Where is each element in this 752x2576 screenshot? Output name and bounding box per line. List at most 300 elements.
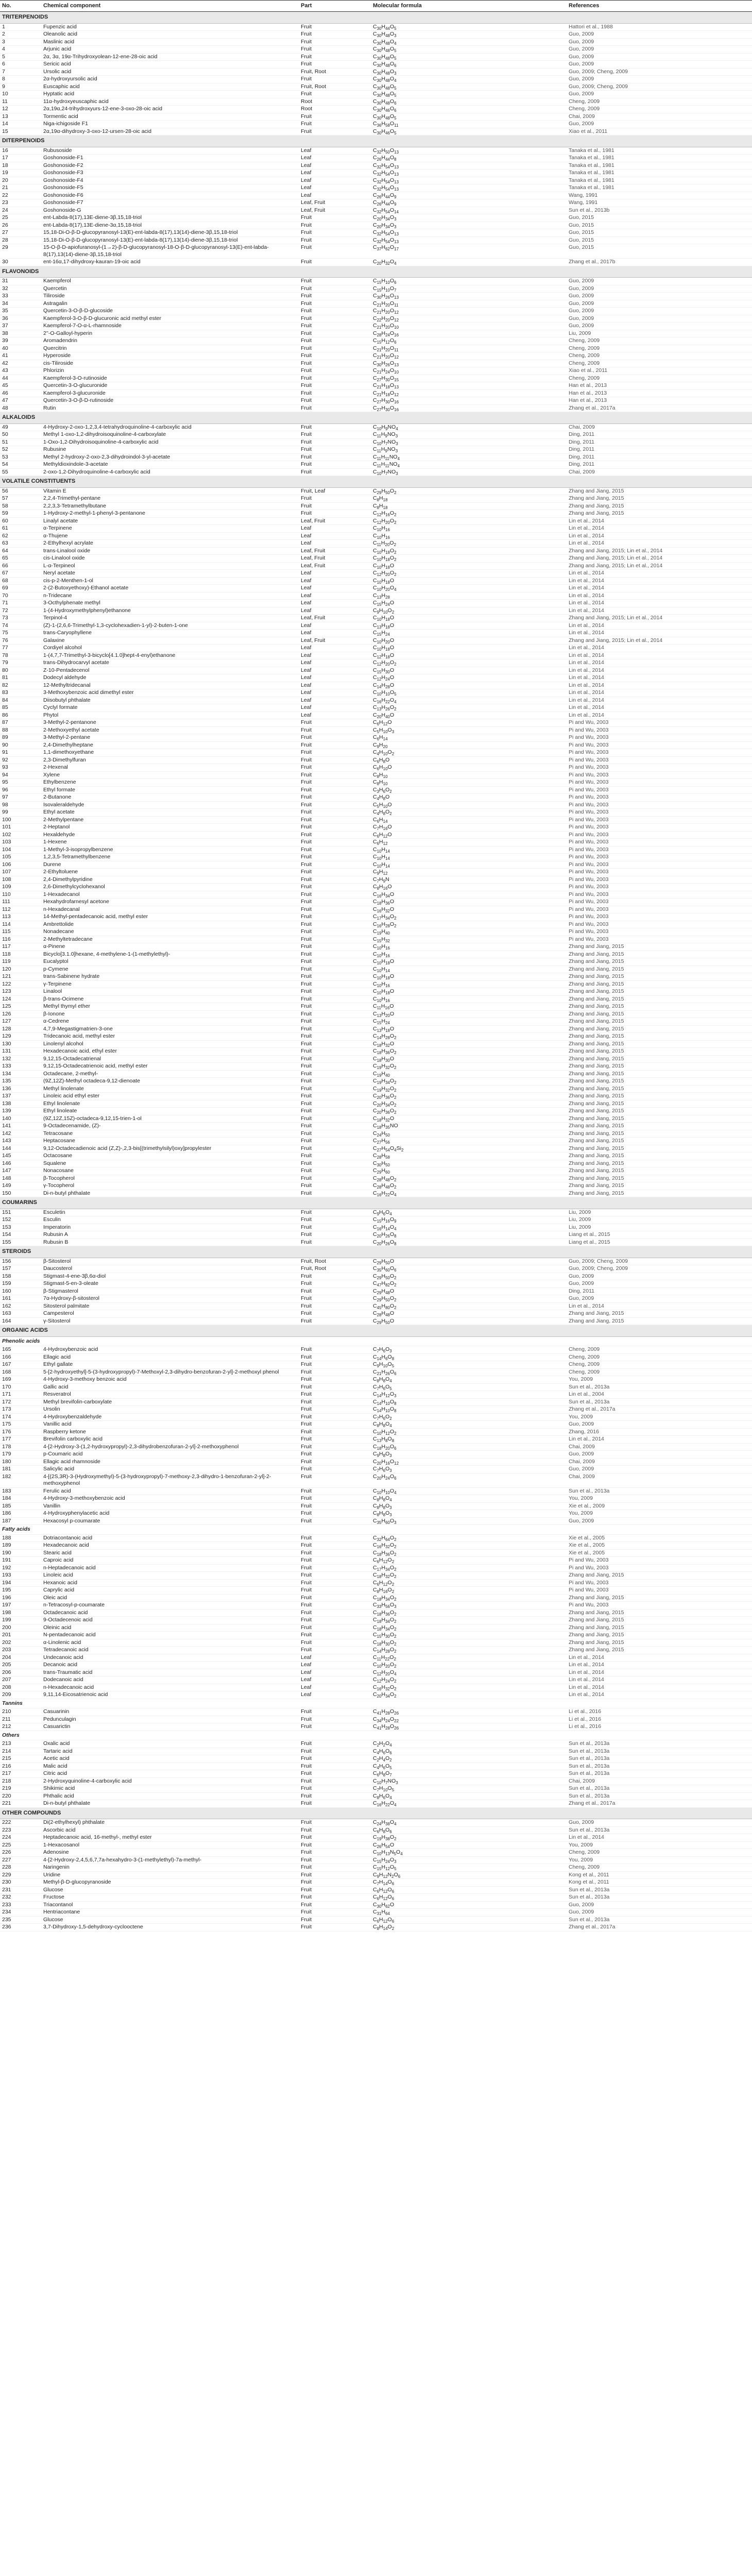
cell-chemical-component: Ethyl linoleate — [41, 1108, 299, 1115]
table-row — [0, 1383, 752, 1391]
cell-chemical-component: Glucose — [41, 1886, 299, 1894]
cell-molecular-formula: C7H6O3 — [371, 1346, 567, 1354]
cell-molecular-formula: $C_8H_{18}$ — [371, 495, 567, 503]
cell-chemical-component: (Z)-1-(2,6,6-Trimethyl-1,3-cyclohexadien-1-yl)-2-buten-1-one — [41, 622, 299, 630]
cell-molecular-formula: C12H20O4 — [371, 1669, 567, 1676]
cell-part: Fruit — [299, 958, 371, 966]
cell-no: 103 — [0, 839, 41, 846]
cell-chemical-component: cis-p-2-Menthen-1-ol — [41, 577, 299, 585]
cell-no: 71 — [0, 600, 41, 607]
cell-reference: Lin et al., 2014 — [567, 577, 752, 585]
section-title: COUMARINS — [0, 1197, 752, 1209]
cell-molecular-formula: C28H48O2 — [371, 1182, 567, 1190]
cell-reference: Sun et al., 2013a — [567, 1398, 752, 1406]
table-row — [0, 315, 752, 323]
cell-part: Fruit — [299, 965, 371, 973]
cell-chemical-component: Tetradecanoic acid — [41, 1647, 299, 1654]
table-row — [0, 453, 752, 461]
cell-reference: Lin et al., 2014 — [567, 1302, 752, 1310]
cell-molecular-formula: $C_{13}H_{18}O$ — [371, 622, 567, 630]
cell-chemical-component: 2-Butanone — [41, 794, 299, 802]
cell-reference: Ding, 2011 — [567, 1287, 752, 1295]
cell-molecular-formula: C8H14O2 — [371, 1924, 567, 1931]
cell-molecular-formula: C27H56 — [371, 1138, 567, 1145]
cell-no: 7 — [0, 68, 41, 76]
table-row — [0, 155, 752, 162]
cell-chemical-component: p-Coumaric acid — [41, 1451, 299, 1459]
cell-molecular-formula: $C_6H_{12}O$ — [371, 719, 567, 727]
subsection-title: Tannins — [0, 1699, 752, 1708]
cell-chemical-component: Goshonoside-F1 — [41, 155, 299, 162]
table-row — [0, 1654, 752, 1662]
cell-reference: Lin et al., 2004 — [567, 1391, 752, 1399]
cell-reference: Guo, 2009 — [567, 76, 752, 83]
cell-no: 73 — [0, 615, 41, 622]
cell-chemical-component: Goshonoside-F4 — [41, 177, 299, 184]
cell-molecular-formula: C13H8O8 — [371, 1436, 567, 1444]
cell-reference: Tanaka et al., 1981 — [567, 147, 752, 155]
cell-chemical-component: Tartaric acid — [41, 1748, 299, 1755]
cell-no: 67 — [0, 570, 41, 578]
cell-no: 106 — [0, 861, 41, 869]
cell-molecular-formula: C15H12O5 — [371, 1864, 567, 1872]
cell-chemical-component: Ethylbenzene — [41, 779, 299, 787]
cell-chemical-component: Rubusoside — [41, 147, 299, 155]
cell-chemical-component: β-Stigmasterol — [41, 1287, 299, 1295]
cell-chemical-component: 1-Hexene — [41, 839, 299, 846]
cell-chemical-component: 1-Oxo-1,2-Dihydroisoquinoline-4-carboxylic acid — [41, 438, 299, 446]
cell-molecular-formula: $C_8H_{10}$ — [371, 779, 567, 787]
cell-part: Fruit, Root — [299, 68, 371, 76]
table-row — [0, 1093, 752, 1100]
cell-molecular-formula: $C_{10}H_{16}$ — [371, 532, 567, 540]
cell-no: 147 — [0, 1167, 41, 1175]
cell-reference: Zhang and Jiang, 2015 — [567, 1182, 752, 1190]
cell-molecular-formula: C20H26O8 — [371, 1231, 567, 1239]
cell-molecular-formula: C10H14 — [371, 861, 567, 869]
cell-molecular-formula: C29H50O — [371, 1258, 567, 1265]
cell-chemical-component: Stigmast-5-en-3-oleate — [41, 1280, 299, 1288]
cell-part: Fruit — [299, 244, 371, 259]
cell-molecular-formula: $C_{20}H_{32}O_4$ — [371, 259, 567, 266]
cell-no: 108 — [0, 876, 41, 884]
cell-no: 109 — [0, 884, 41, 891]
table-row — [0, 1609, 752, 1617]
cell-reference: Sun et al., 2013a — [567, 1826, 752, 1834]
table-row — [0, 1579, 752, 1587]
cell-molecular-formula: C14H28O2 — [371, 1033, 567, 1041]
cell-chemical-component: 2-Methyltetradecane — [41, 936, 299, 943]
cell-chemical-component: Caprylic acid — [41, 1587, 299, 1595]
cell-reference: Zhang and Jiang, 2015 — [567, 995, 752, 1003]
cell-no: 204 — [0, 1654, 41, 1662]
cell-chemical-component: 2-oxo-1,2-Dihydroquinoline-4-carboxylic acid — [41, 468, 299, 476]
cell-part: Leaf — [299, 600, 371, 607]
cell-chemical-component: Xylene — [41, 771, 299, 779]
cell-molecular-formula: $C_{15}H_{24}$ — [371, 630, 567, 637]
cell-reference: Chai, 2009 — [567, 423, 752, 431]
cell-molecular-formula: C18H34O2 — [371, 1594, 567, 1602]
cell-part: Leaf — [299, 630, 371, 637]
cell-part: Fruit — [299, 510, 371, 518]
cell-reference: Pi and Wu, 2003 — [567, 786, 752, 794]
cell-reference: Pi and Wu, 2003 — [567, 839, 752, 846]
cell-reference: Zhang and Jiang, 2015 — [567, 1048, 752, 1056]
table-row — [0, 1819, 752, 1827]
cell-no: 113 — [0, 913, 41, 921]
cell-chemical-component: 9,12-Octadecadienoic acid (Z,Z)-,2,3-bis[(trimethylsilyl)oxy]propylester — [41, 1145, 299, 1153]
cell-reference: Ding, 2011 — [567, 446, 752, 454]
cell-chemical-component: Ethyl gallate — [41, 1361, 299, 1369]
cell-chemical-component: Hexanoic acid — [41, 1579, 299, 1587]
cell-part: Fruit — [299, 1443, 371, 1451]
table-row — [0, 1639, 752, 1647]
cell-reference: Sun et al., 2013a — [567, 1748, 752, 1755]
cell-reference: Zhang et al., 2017a — [567, 1406, 752, 1414]
cell-part: Fruit — [299, 816, 371, 824]
cell-part: Fruit — [299, 1406, 371, 1414]
cell-part: Fruit — [299, 345, 371, 352]
table-row — [0, 1190, 752, 1197]
cell-reference: Pi and Wu, 2003 — [567, 921, 752, 928]
cell-part: Fruit — [299, 719, 371, 727]
cell-part: Fruit — [299, 1792, 371, 1800]
cell-molecular-formula: C6H12O — [371, 831, 567, 839]
cell-molecular-formula: C28H48O — [371, 1310, 567, 1318]
cell-reference: Chai, 2009 — [567, 1473, 752, 1487]
cell-chemical-component: α-Pinene — [41, 943, 299, 951]
cell-reference: Li et al., 2016 — [567, 1723, 752, 1731]
cell-molecular-formula: C16H32O2 — [371, 1542, 567, 1550]
cell-no: 4 — [0, 46, 41, 54]
cell-molecular-formula: $C_{30}H_{44}O_5$ — [371, 23, 567, 31]
cell-reference: Guo, 2009 — [567, 1280, 752, 1288]
table-row — [0, 697, 752, 704]
cell-chemical-component: Tridecanoic acid, methyl ester — [41, 1033, 299, 1041]
cell-part: Leaf — [299, 622, 371, 630]
cell-part: Fruit — [299, 876, 371, 884]
cell-reference: Zhang and Jiang, 2015; Lin et al., 2014 — [567, 562, 752, 570]
cell-no: 101 — [0, 824, 41, 832]
cell-no: 28 — [0, 236, 41, 244]
cell-chemical-component: Methyl 1-oxo-1,2-dihydroisoquinoline-4-carboxylate — [41, 431, 299, 439]
cell-chemical-component: Shikimic acid — [41, 1785, 299, 1793]
cell-no: 121 — [0, 973, 41, 981]
cell-reference: Ding, 2011 — [567, 438, 752, 446]
cell-reference: Guo, 2009 — [567, 1819, 752, 1827]
cell-reference: You, 2009 — [567, 1495, 752, 1503]
cell-no: 80 — [0, 667, 41, 674]
cell-chemical-component: Kaempferol-3-glucuronide — [41, 389, 299, 397]
cell-part: Fruit — [299, 404, 371, 412]
cell-molecular-formula: C13H20O — [371, 1010, 567, 1018]
cell-part: Fruit — [299, 1762, 371, 1770]
cell-molecular-formula: C19H40 — [371, 1070, 567, 1078]
cell-chemical-component: 4-Hydroxybenzoic acid — [41, 1346, 299, 1354]
cell-part: Fruit — [299, 831, 371, 839]
cell-reference: Pi and Wu, 2003 — [567, 734, 752, 742]
cell-no: 12 — [0, 106, 41, 113]
cell-reference: Pi and Wu, 2003 — [567, 741, 752, 749]
cell-chemical-component: α-Terpinene — [41, 525, 299, 533]
table-row — [0, 928, 752, 936]
cell-part: Fruit — [299, 786, 371, 794]
cell-reference: Pi and Wu, 2003 — [567, 794, 752, 802]
cell-chemical-component: Hentriacontane — [41, 1909, 299, 1917]
cell-chemical-component: Goshonoside-F6 — [41, 192, 299, 199]
cell-molecular-formula: $C_{11}H_9NO_3$ — [371, 431, 567, 439]
cell-molecular-formula: C14H10O8 — [371, 1406, 567, 1414]
cell-part: Fruit — [299, 1517, 371, 1525]
cell-molecular-formula: $C_{10}H_9NO_4$ — [371, 423, 567, 431]
cell-reference: Cheng, 2009 — [567, 106, 752, 113]
cell-part: Leaf, Fruit — [299, 207, 371, 214]
table-row — [0, 1624, 752, 1632]
cell-part: Fruit — [299, 1130, 371, 1138]
cell-reference: Ding, 2011 — [567, 461, 752, 469]
table-row — [0, 1572, 752, 1580]
cell-part: Leaf — [299, 577, 371, 585]
cell-molecular-formula: C15H24 — [371, 1018, 567, 1026]
cell-chemical-component: 12-Methyltridecanal — [41, 682, 299, 689]
cell-part: Leaf — [299, 682, 371, 689]
cell-chemical-component: 2-Methylpentane — [41, 816, 299, 824]
cell-no: 15 — [0, 128, 41, 135]
cell-molecular-formula: $C_{10}H_{18}O$ — [371, 615, 567, 622]
cell-chemical-component: β-Ionone — [41, 1010, 299, 1018]
cell-no: 32 — [0, 285, 41, 293]
cell-part: Fruit — [299, 53, 371, 61]
table-row — [0, 831, 752, 839]
cell-chemical-component: Di-n-butyl phthalate — [41, 1190, 299, 1197]
cell-reference: Pi and Wu, 2003 — [567, 936, 752, 943]
cell-no: 17 — [0, 155, 41, 162]
cell-no: 20 — [0, 177, 41, 184]
cell-chemical-component: 9-Octadecenamide, (Z)- — [41, 1123, 299, 1130]
table-row — [0, 1302, 752, 1310]
cell-part: Leaf — [299, 184, 371, 192]
cell-part: Leaf — [299, 607, 371, 615]
cell-chemical-component: γ-Terpinene — [41, 980, 299, 988]
table-row — [0, 495, 752, 503]
cell-no: 161 — [0, 1295, 41, 1303]
cell-no: 62 — [0, 532, 41, 540]
cell-molecular-formula: C6H12O2 — [371, 1557, 567, 1565]
cell-part: Fruit — [299, 1871, 371, 1879]
cell-part: Fruit — [299, 229, 371, 237]
cell-part: Fruit — [299, 1740, 371, 1748]
cell-reference: Zhang and Jiang, 2015 — [567, 1160, 752, 1167]
cell-part: Fruit — [299, 214, 371, 222]
cell-reference: Pi and Wu, 2003 — [567, 899, 752, 906]
cell-no: 84 — [0, 697, 41, 704]
cell-no: 167 — [0, 1361, 41, 1369]
cell-no: 158 — [0, 1273, 41, 1280]
cell-chemical-component: γ-Sitosterol — [41, 1317, 299, 1325]
cell-no: 29 — [0, 244, 41, 259]
cell-molecular-formula: $C_{21}H_{20}O_{11}$ — [371, 345, 567, 352]
table-row — [0, 1428, 752, 1436]
table-row — [0, 876, 752, 884]
cell-reference: Pi and Wu, 2003 — [567, 831, 752, 839]
cell-chemical-component: 2-(2-Butoxyethoxy)-Ethanol acetate — [41, 585, 299, 592]
cell-part: Fruit — [299, 1834, 371, 1842]
cell-reference: Zhang et al., 2017a — [567, 1800, 752, 1808]
table-row — [0, 1557, 752, 1565]
cell-chemical-component: trans-Sabinene hydrate — [41, 973, 299, 981]
cell-part: Fruit — [299, 1864, 371, 1872]
cell-part: Fruit — [299, 1346, 371, 1354]
cell-part: Fruit — [299, 468, 371, 476]
cell-molecular-formula: $C_{12}H_{16}O_2$ — [371, 510, 567, 518]
cell-chemical-component: 4-Hydroxy-3-methoxy benzoic acid — [41, 1376, 299, 1384]
cell-reference: Kong et al., 2011 — [567, 1871, 752, 1879]
cell-reference: Sun et al., 2013a — [567, 1886, 752, 1894]
cell-no: 98 — [0, 801, 41, 809]
cell-chemical-component: 2''-O-Galloyl-hyperin — [41, 330, 299, 337]
cell-no: 190 — [0, 1549, 41, 1557]
cell-part: Fruit — [299, 1033, 371, 1041]
cell-part: Fruit — [299, 23, 371, 31]
cell-no: 57 — [0, 495, 41, 503]
cell-no: 44 — [0, 375, 41, 382]
cell-chemical-component: Tetracosane — [41, 1130, 299, 1138]
cell-no: 138 — [0, 1100, 41, 1108]
cell-chemical-component: 9,12,15-Octadecatrienoic acid, methyl ester — [41, 1063, 299, 1071]
cell-part: Fruit — [299, 906, 371, 913]
cell-part: Fruit — [299, 128, 371, 135]
cell-reference: Pi and Wu, 2003 — [567, 1587, 752, 1595]
table-row — [0, 600, 752, 607]
cell-part: Fruit — [299, 764, 371, 772]
cell-reference: Chai, 2009 — [567, 1443, 752, 1451]
cell-reference: Cheng, 2009 — [567, 1849, 752, 1857]
cell-no: 60 — [0, 517, 41, 525]
table-row — [0, 816, 752, 824]
cell-part: Fruit — [299, 1587, 371, 1595]
cell-molecular-formula: $C_{15}H_{10}O_6$ — [371, 278, 567, 285]
cell-part: Fruit — [299, 1138, 371, 1145]
cell-reference: Tanaka et al., 1981 — [567, 170, 752, 177]
cell-no: 36 — [0, 315, 41, 323]
cell-chemical-component: Heptacosane — [41, 1138, 299, 1145]
cell-part: Fruit — [299, 1708, 371, 1716]
cell-chemical-component: Cyclyl formate — [41, 704, 299, 712]
cell-no: 124 — [0, 995, 41, 1003]
cell-no: 168 — [0, 1368, 41, 1376]
cell-no: 179 — [0, 1451, 41, 1459]
cell-molecular-formula: C20H24O6 — [371, 1473, 567, 1487]
cell-reference: Zhang and Jiang, 2015 — [567, 1078, 752, 1086]
cell-molecular-formula: C18H32O — [371, 1115, 567, 1123]
cell-reference: Ding, 2011 — [567, 453, 752, 461]
cell-molecular-formula: $C_{21}H_{18}O_{12}$ — [371, 389, 567, 397]
cell-reference: Lin et al., 2014 — [567, 1669, 752, 1676]
cell-chemical-component: 1-(4,7,7-Trimethyl-3-bicyclo[4.1.0]hept-4-enyl)ethanone — [41, 652, 299, 659]
table-row — [0, 764, 752, 772]
cell-chemical-component: (9Z,12Z)-Methyl octadeca-9,12-dienoate — [41, 1078, 299, 1086]
subsection-title: Phenolic acids — [0, 1336, 752, 1346]
cell-molecular-formula: $C_{30}H_{48}O_3$ — [371, 31, 567, 39]
cell-reference: Pi and Wu, 2003 — [567, 876, 752, 884]
table-row — [0, 1003, 752, 1011]
cell-reference: Han et al., 2013 — [567, 382, 752, 390]
cell-reference: Cheng, 2009 — [567, 1864, 752, 1872]
cell-reference: Pi and Wu, 2003 — [567, 928, 752, 936]
cell-chemical-component: β-trans-Ocimene — [41, 995, 299, 1003]
table-row — [0, 1085, 752, 1093]
cell-no: 165 — [0, 1346, 41, 1354]
cell-part: Fruit — [299, 1770, 371, 1778]
cell-molecular-formula: C18H20O6 — [371, 1443, 567, 1451]
cell-molecular-formula: C10H18O — [371, 973, 567, 981]
table-row — [0, 1676, 752, 1684]
cell-molecular-formula: $C_6H_{14}$ — [371, 734, 567, 742]
cell-no: 152 — [0, 1216, 41, 1224]
table-row — [0, 704, 752, 712]
table-row — [0, 31, 752, 39]
cell-no: 48 — [0, 404, 41, 412]
cell-chemical-component: 4,7,9-Megastigmatrien-3-one — [41, 1025, 299, 1033]
table-row — [0, 23, 752, 31]
cell-molecular-formula: C45H80O2 — [371, 1302, 567, 1310]
cell-molecular-formula: C16H32O2 — [371, 1684, 567, 1691]
table-row — [0, 779, 752, 787]
cell-no: 154 — [0, 1231, 41, 1239]
cell-molecular-formula: C16H28O2 — [371, 921, 567, 928]
cell-chemical-component: Nonacosane — [41, 1167, 299, 1175]
table-row — [0, 726, 752, 734]
cell-molecular-formula: C29H48O — [371, 1287, 567, 1295]
table-row — [0, 622, 752, 630]
cell-no: 102 — [0, 831, 41, 839]
cell-chemical-component: Ferulic acid — [41, 1487, 299, 1495]
cell-molecular-formula: $C_{30}H_{48}O_5$ — [371, 113, 567, 121]
cell-chemical-component: Ellagic acid — [41, 1353, 299, 1361]
cell-chemical-component: Tiliroside — [41, 293, 299, 300]
table-row — [0, 734, 752, 742]
cell-chemical-component: Di(2-ethylhexyl) phthalate — [41, 1819, 299, 1827]
cell-no: 212 — [0, 1723, 41, 1731]
cell-chemical-component: Linalool — [41, 988, 299, 996]
cell-molecular-formula: C6H14 — [371, 816, 567, 824]
cell-part: Fruit — [299, 453, 371, 461]
cell-reference: Zhang and Jiang, 2015 — [567, 1070, 752, 1078]
cell-no: 223 — [0, 1826, 41, 1834]
table-row — [0, 1413, 752, 1421]
table-row — [0, 1436, 752, 1444]
table-row — [0, 1368, 752, 1376]
cell-part: Fruit — [299, 1368, 371, 1376]
table-row — [0, 98, 752, 106]
cell-chemical-component: 2α-hydroxyursolic acid — [41, 76, 299, 83]
cell-reference: Lin et al., 2014 — [567, 704, 752, 712]
table-row — [0, 61, 752, 69]
cell-reference: Pi and Wu, 2003 — [567, 764, 752, 772]
cell-molecular-formula: C19H32O2 — [371, 1063, 567, 1071]
cell-part: Root — [299, 98, 371, 106]
cell-molecular-formula: C15H24O3 — [371, 1856, 567, 1864]
cell-molecular-formula: $C_{26}H_{44}O_9$ — [371, 192, 567, 199]
cell-part: Fruit — [299, 756, 371, 764]
cell-no: 236 — [0, 1924, 41, 1931]
cell-molecular-formula: C9H8O3 — [371, 1451, 567, 1459]
cell-molecular-formula: $C_{21}H_{20}O_{12}$ — [371, 308, 567, 315]
cell-chemical-component: 3,7-Dihydroxy-1,5-dehydroxy-cyclooctene — [41, 1924, 299, 1931]
cell-no: 128 — [0, 1025, 41, 1033]
cell-chemical-component: Eucalyptol — [41, 958, 299, 966]
cell-molecular-formula: $C_{27}H_{30}O_{15}$ — [371, 375, 567, 382]
